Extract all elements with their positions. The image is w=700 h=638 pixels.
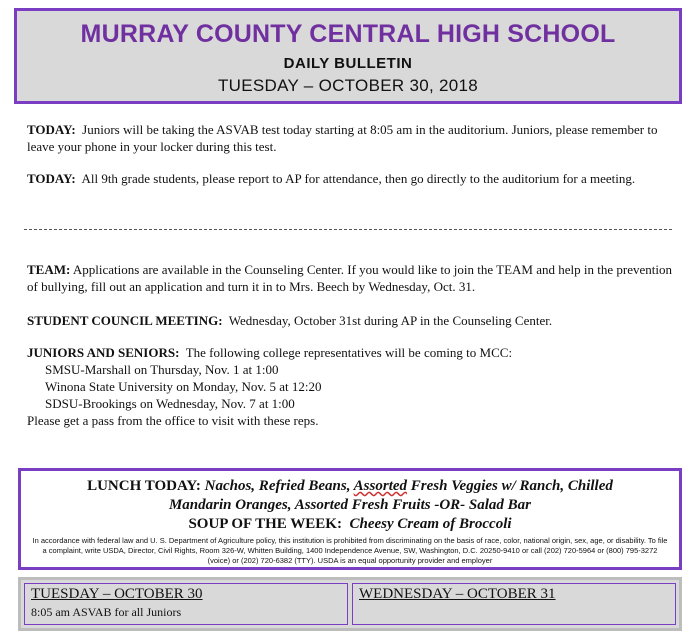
announcement-today-asvab xyxy=(27,121,672,155)
lunch-line-2 xyxy=(21,496,679,515)
section-divider xyxy=(24,229,672,230)
calendar-day-heading: WEDNESDAY – OCTOBER 31 xyxy=(359,586,556,602)
calendar-day-tuesday xyxy=(24,583,348,625)
announcement-text: Applications are available in the Counseling Center. If you would like to join the TEAM and help in the prevention of bullying, fill out an application and turn it in to Mrs. Beech by Wednesday, Oct. 31. xyxy=(27,262,672,294)
announcement-college-reps xyxy=(27,344,672,429)
soup-line xyxy=(21,515,679,534)
announcement-text: All 9th grade students, please report to AP for attendance, then go directly to the auditorium for a meeting. xyxy=(81,171,636,186)
announcement-label: TODAY: xyxy=(27,122,76,137)
lunch-menu-line2: Mandarin Oranges, Assorted Fresh Fruits -OR- Salad Bar xyxy=(168,497,532,513)
lunch-line-1 xyxy=(21,477,679,496)
lunch-label: LUNCH TODAY: xyxy=(87,478,201,494)
announcement-today-9th-grade xyxy=(27,170,672,187)
lunch-box xyxy=(18,468,682,570)
announcement-label: STUDENT COUNCIL MEETING: xyxy=(27,313,223,328)
calendar-event: 8:05 am ASVAB for all Juniors xyxy=(31,605,182,619)
rep-item: Winona State University on Monday, Nov. 5 at 12:20 xyxy=(45,379,322,394)
soup-name: Cheesy Cream of Broccoli xyxy=(349,516,512,532)
calendar-day-wednesday xyxy=(352,583,676,625)
announcement-team xyxy=(27,261,672,295)
calendar-strip xyxy=(18,577,682,631)
usda-legal-notice: In accordance with federal law and U. S. Department of Agriculture policy, this institution is prohibited from discriminating on the basis of race, color, national origin, sex, age, or disability. To file a complaint, write USDA, Director, Civil Rights, Room 326-W, Whitten Building, 1400 Independence Avenue, SW, Washington, D.C. 20250-9410 or call (202) 720-5964 or (800) 795-3272 (voice) or (202) 720-6382 (TTY). USDA is an equal opportunity provider and employer xyxy=(32,536,668,565)
bulletin-header xyxy=(14,8,682,104)
announcement-text: Juniors will be taking the ASVAB test today starting at 8:05 am in the auditorium. Juniors, please remember to leave your phone in your locker during this test. xyxy=(27,122,658,154)
rep-item: SDSU-Brookings on Wednesday, Nov. 7 at 1:00 xyxy=(45,396,295,411)
announcement-text: Wednesday, October 31st during AP in the Counseling Center. xyxy=(228,313,553,328)
rep-item: SMSU-Marshall on Thursday, Nov. 1 at 1:00 xyxy=(45,362,279,377)
lunch-menu-part1: Nachos, Refried Beans, xyxy=(204,478,354,494)
bulletin-date: TUESDAY – OCTOBER 30, 2018 xyxy=(217,76,479,95)
announcement-label: JUNIORS AND SENIORS: xyxy=(27,345,180,360)
announcement-label: TEAM: xyxy=(27,262,71,277)
calendar-day-heading: TUESDAY – OCTOBER 30 xyxy=(31,586,203,602)
announcement-text: The following college representatives will be coming to MCC: xyxy=(185,345,513,360)
rep-footer: Please get a pass from the office to visit with these reps. xyxy=(27,413,319,428)
announcement-label: TODAY: xyxy=(27,171,76,186)
school-name: MURRAY COUNTY CENTRAL HIGH SCHOOL xyxy=(80,20,616,48)
soup-label: SOUP OF THE WEEK: xyxy=(188,516,342,532)
bulletin-title: DAILY BULLETIN xyxy=(283,55,413,72)
lunch-menu-part2: Fresh Veggies w/ Ranch, Chilled xyxy=(407,478,613,494)
announcement-student-council xyxy=(27,312,672,329)
lunch-menu-underlined: Assorted xyxy=(353,478,408,494)
